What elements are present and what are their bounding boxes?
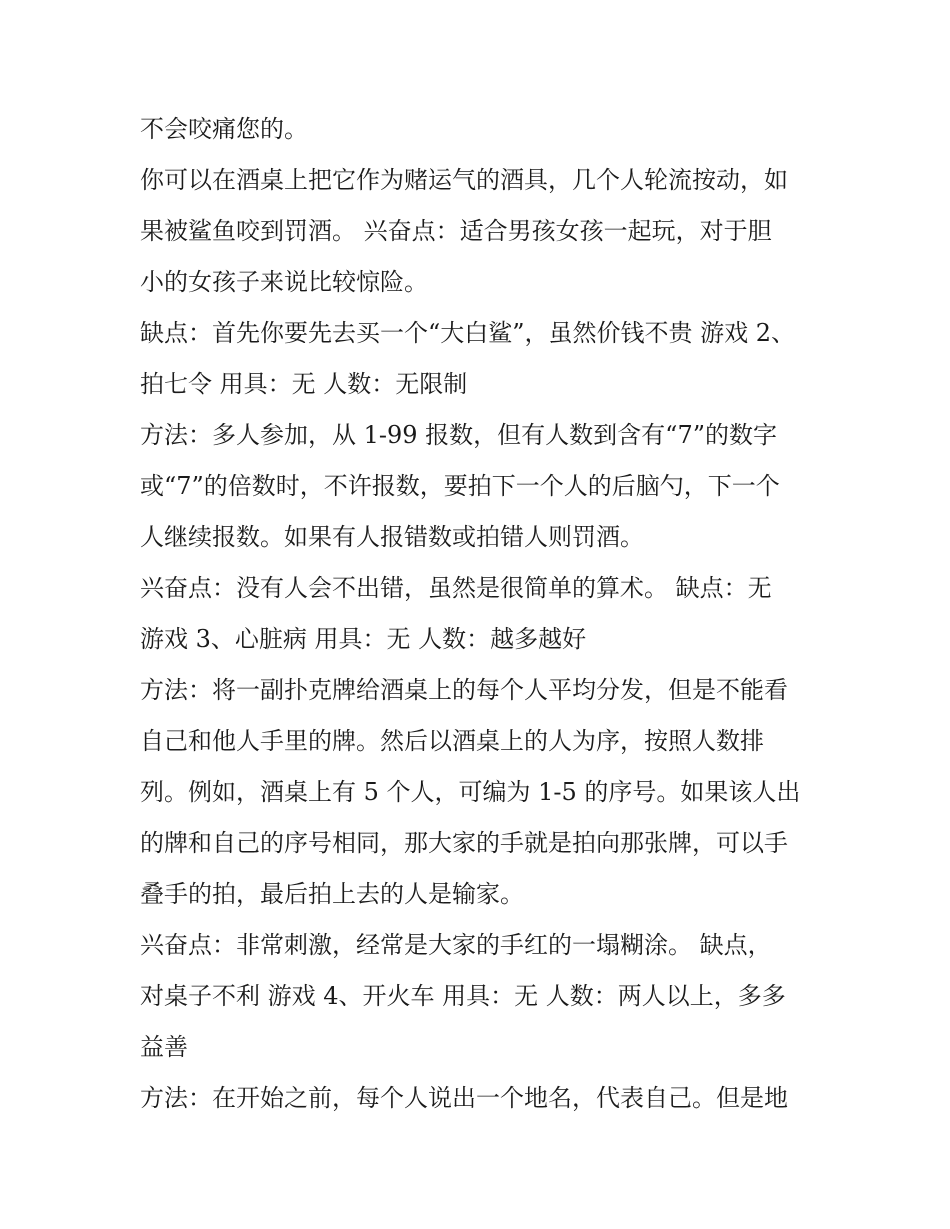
text-line: 对桌子不利 游戏 4、开火车 用具：无 人数：两人以上，多多	[140, 982, 786, 1010]
text-line: 的牌和自己的序号相同，那大家的手就是拍向那张牌，可以手	[140, 829, 788, 857]
text-line: 方法：多人参加，从 1-99 报数，但有人数到含有“7”的数字	[140, 421, 777, 449]
text-line: 兴奋点：非常刺激，经常是大家的手红的一塌糊涂。 缺点，	[140, 931, 772, 959]
text-line: 果被鲨鱼咬到罚酒。 兴奋点：适合男孩女孩一起玩，对于胆	[140, 217, 772, 245]
text-line: 益善	[140, 1033, 188, 1061]
text-line: 小的女孩子来说比较惊险。	[140, 268, 428, 296]
text-line: 列。例如，酒桌上有 5 个人，可编为 1-5 的序号。如果该人出	[140, 778, 801, 806]
text-line: 人继续报数。如果有人报错数或拍错人则罚酒。	[140, 523, 644, 551]
text-line: 不会咬痛您的。	[140, 115, 308, 143]
text-line: 拍七令 用具：无 人数：无限制	[140, 370, 468, 398]
text-line: 叠手的拍，最后拍上去的人是输家。	[140, 880, 524, 908]
text-line: 方法：将一副扑克牌给酒桌上的每个人平均分发，但是不能看	[140, 676, 788, 704]
text-line: 自己和他人手里的牌。然后以酒桌上的人为序，按照人数排	[140, 727, 764, 755]
text-line: 你可以在酒桌上把它作为赌运气的酒具，几个人轮流按动，如	[140, 166, 788, 194]
text-line: 缺点：首先你要先去买一个“大白鲨”，虽然价钱不贵 游戏 2、	[140, 319, 796, 347]
text-line: 游戏 3、心脏病 用具：无 人数：越多越好	[140, 625, 587, 653]
text-line: 方法：在开始之前，每个人说出一个地名，代表自己。但是地	[140, 1084, 788, 1112]
text-line: 兴奋点：没有人会不出错，虽然是很简单的算术。 缺点：无	[140, 574, 772, 602]
text-line: 或“7”的倍数时，不许报数，要拍下一个人的后脑勺，下一个	[140, 472, 780, 500]
